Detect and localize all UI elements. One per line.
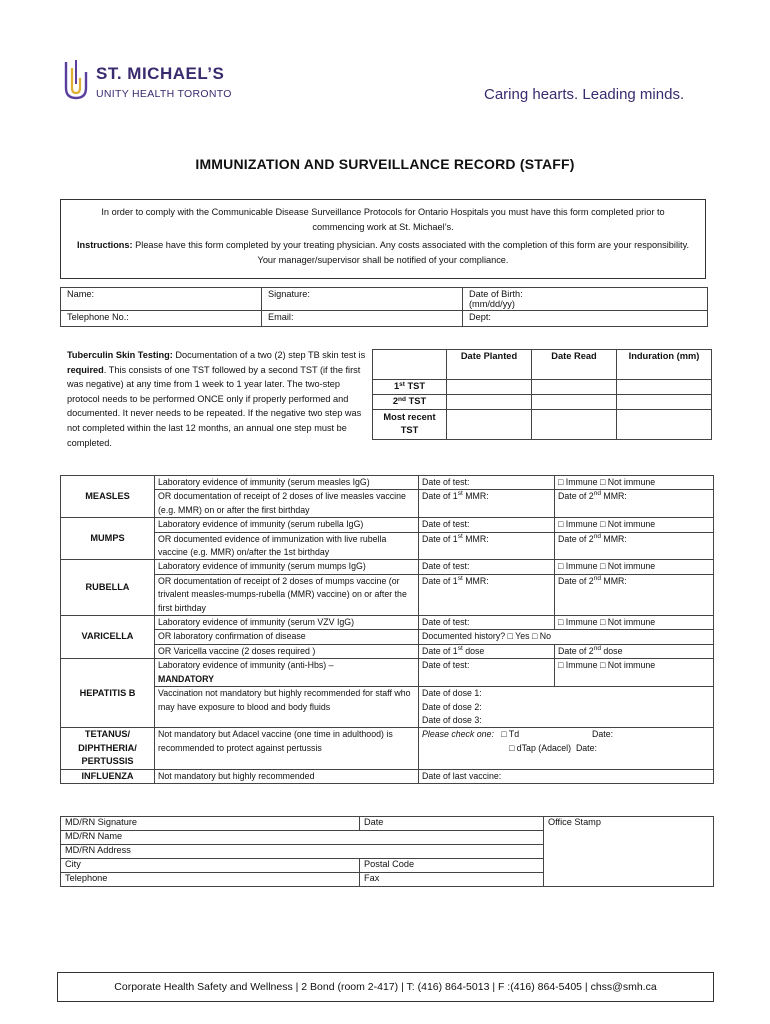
org-name: ST. MICHAEL’S <box>96 64 225 83</box>
tb-cell[interactable] <box>447 410 532 440</box>
immunization-table: MEASLES Laboratory evidence of immunity (serum measles IgG) Date of test: □ Immune □ Not immune OR documentation of receipt of 2 doses of live measles vaccine (e.g. MMR) on or after the first birthday Date of 1st MMR: Date of 2nd MMR: MUMPS Laboratory evidence of immunity (serum rubella IgG) Date of test: □ Immune □ Not immune OR documented evidence of immunization with live rubella vaccine (e.g. MMR) on/after the 1st birthday Date of 1st MMR: Date of 2nd MMR: RUBELLA Laboratory evidence of immunity (serum mumps IgG) Date of test: □ Immune □ Not immune OR documentation of receipt of 2 doses of mumps vaccine (or trivalent measles-mumps-rubella (MMR) vaccine) on or after the first birthday Date of 1st MMR: Date of 2nd MMR: VARICELLA Laboratory evidence of immunity (serum VZV IgG) Date of test: □ Immune □ Not immune OR laboratory confirmation of disease Documented history? □ Yes □ No OR Varicella vaccine (2 doses required ) Date of 1st dose Date of 2nd dose HEPATITIS B Laboratory evidence of immunity (anti-Hbs) – MANDATORY Date of test: □ Immune □ Not immune Vaccination not mandatory but highly recommended for staff who may have exposure to blood and body fluids Date of dose 1: Date of dose 2: Date of dose 3: TETANUS/ DIPHTHERIA/ PERTUSSIS Not mandatory but Adacel vaccine (one time in adulthood) is recommended to protect against pertussis Please check one: □ Td Date: □ dTap (Adacel) Date: INFLUENZA Not mandatory but highly recommended Date of last vaccine: <box>60 475 714 784</box>
name-field[interactable]: Name: <box>61 288 262 311</box>
tb-row-label: 2nd TST <box>373 395 447 410</box>
tb-cell[interactable] <box>617 410 712 440</box>
signoff-table <box>60 816 714 887</box>
disease-rubella: RUBELLA <box>61 560 155 616</box>
tb-cell[interactable] <box>447 380 532 395</box>
disease-measles: MEASLES <box>61 476 155 518</box>
st-michaels-logo-icon <box>62 58 90 102</box>
office-stamp: Office Stamp <box>544 817 714 887</box>
intro-box <box>60 199 706 279</box>
tdap-choice[interactable]: Please check one: □ Td Date: □ dTap (Adacel) Date: <box>419 728 714 769</box>
disease-mumps: MUMPS <box>61 518 155 560</box>
tb-header-planted: Date Planted <box>447 350 532 380</box>
md-name-field[interactable]: MD/RN Name <box>61 831 544 845</box>
date-field[interactable]: Date <box>360 817 544 831</box>
instructions-text: Please have this form completed by your treating physician. Any costs associated with the completion of this form are your responsibility. Your manager/supervisor shall be notified of your compliance. <box>132 240 690 265</box>
tb-header-induration: Induration (mm) <box>617 350 712 380</box>
footer: Corporate Health Safety and Wellness | 2 Bond (room 2-417) | T: (416) 864-5013 | F :(416) 864-5405 | chss@smh.ca <box>57 972 714 1002</box>
dept-field[interactable]: Dept: <box>463 311 708 327</box>
tagline: Caring hearts. Leading minds. <box>484 86 685 103</box>
email-field[interactable]: Email: <box>262 311 463 327</box>
intro-line: In order to comply with the Communicable Disease Surveillance Protocols for Ontario Hospitals you must have this form completed prior to commencing work at St. Michael’s. <box>101 207 665 232</box>
tb-header-read: Date Read <box>532 350 617 380</box>
tb-description: Tuberculin Skin Testing: Documentation of a two (2) step TB skin test is required. This consists of one TST followed by a second TST (if the first was negative) at any time from 1 week to 1 year later. The two-step protocol needs to be performed ONCE only if properly performed and documented. It never needs to be repeated. If the negative two step was not completed within the last 12 months, an annual one step must be completed. <box>67 350 366 448</box>
staff-info-table <box>60 287 708 327</box>
varicella-history[interactable]: Documented history? □ Yes □ No <box>419 630 714 644</box>
disease-tetanus: TETANUS/ DIPHTHERIA/ PERTUSSIS <box>61 728 155 769</box>
instructions <box>75 238 691 268</box>
disease-varicella: VARICELLA <box>61 616 155 659</box>
tb-cell[interactable] <box>617 380 712 395</box>
tb-cell[interactable] <box>532 395 617 410</box>
disease-hepatitis-b: HEPATITIS B <box>61 659 155 728</box>
page-title: IMMUNIZATION AND SURVEILLANCE RECORD (STAFF) <box>195 156 575 172</box>
signature-field[interactable]: Signature: <box>262 288 463 311</box>
org-subname: UNITY HEALTH TORONTO <box>96 88 232 100</box>
fax-field[interactable]: Fax <box>360 873 544 887</box>
telephone-field[interactable]: Telephone <box>61 873 360 887</box>
tb-cell[interactable] <box>447 395 532 410</box>
postal-code-field[interactable]: Postal Code <box>360 859 544 873</box>
instructions-label: Instructions: <box>76 240 133 250</box>
tb-table <box>372 349 712 440</box>
tb-cell[interactable] <box>617 395 712 410</box>
md-address-field[interactable]: MD/RN Address <box>61 845 544 859</box>
md-signature-field[interactable]: MD/RN Signature <box>61 817 360 831</box>
tb-row-label: 1st TST <box>373 380 447 395</box>
tb-row-label: Most recent TST <box>373 410 447 440</box>
dob-field[interactable]: Date of Birth: (mm/dd/yy) <box>463 288 708 311</box>
telephone-field[interactable]: Telephone No.: <box>61 311 262 327</box>
disease-influenza: INFLUENZA <box>61 769 155 783</box>
tb-label: Tuberculin Skin Testing: <box>67 350 173 360</box>
tb-cell[interactable] <box>532 380 617 395</box>
city-field[interactable]: City <box>61 859 360 873</box>
tb-cell[interactable] <box>532 410 617 440</box>
